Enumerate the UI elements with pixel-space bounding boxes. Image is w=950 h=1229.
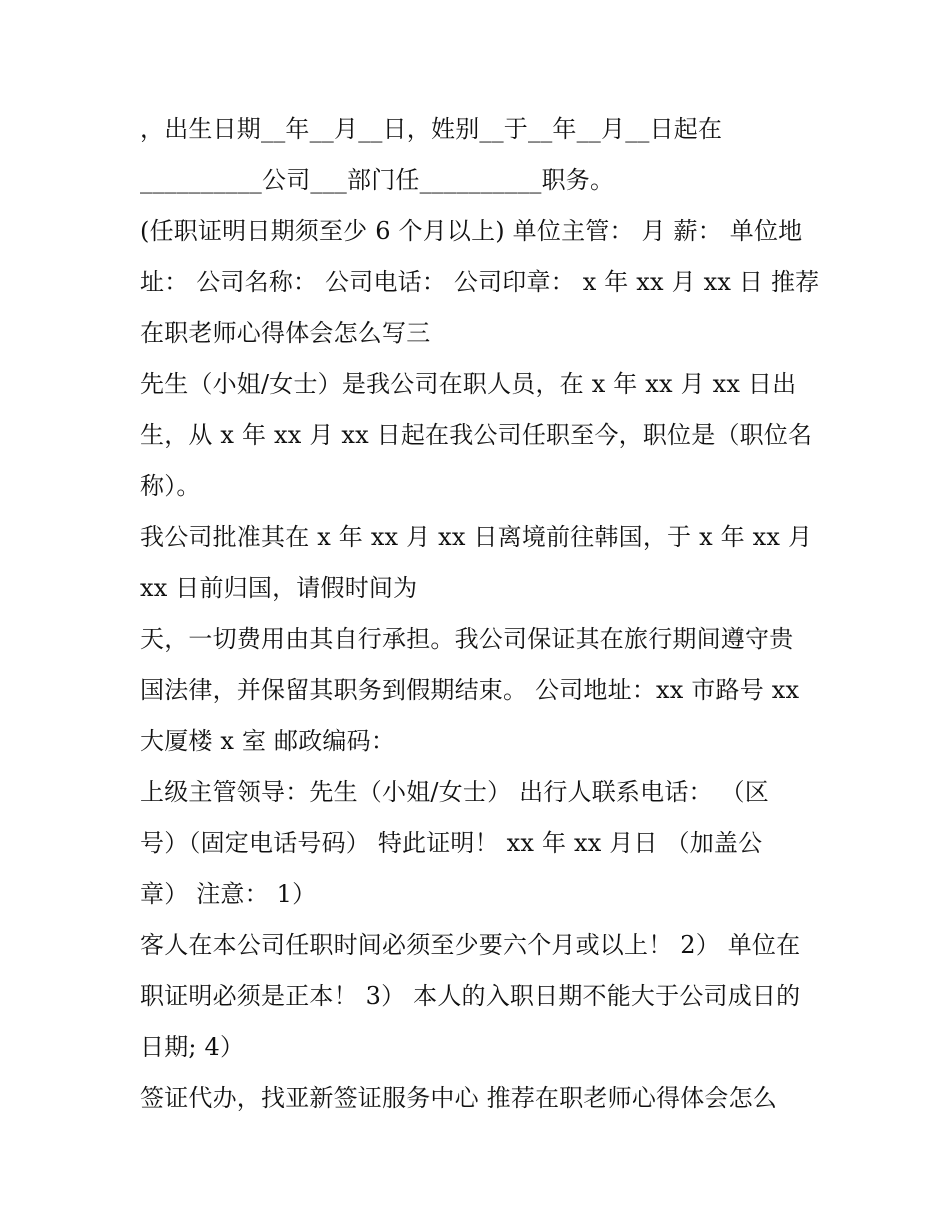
text-line: 大厦楼 x 室 邮政编码： [140,727,396,755]
text-line: 称）。 [140,472,201,500]
text-line: 我公司批准其在 x 年 xx 月 xx 日离境前往韩国，于 x 年 xx 月 [140,523,813,551]
text-line: xx 日前归国，请假时间为 [140,574,418,602]
text-line: __________公司___部门任__________职务。 [140,166,615,194]
text-line: ，出生日期__年__月__日，姓别__于__年__月__日起在 [140,115,723,143]
text-line: 址： 公司名称： 公司电话： 公司印章： x 年 xx 月 xx 日 推荐 [140,268,820,296]
text-line: (任职证明日期须至少 6 个月以上) 单位主管： 月 薪： 单位地 [140,217,803,245]
document-body [140,104,820,1124]
text-line: 上级主管领导：先生（小姐/女士） 出行人联系电话： （区 [140,778,769,806]
text-line: 生，从 x 年 xx 月 xx 日起在我公司任职至今，职位是（职位名 [140,421,813,449]
text-line: 职证明必须是正本！ 3） 本人的入职日期不能大于公司成日的 [140,982,801,1010]
text-line: 客人在本公司任职时间必须至少要六个月或以上！ 2） 单位在 [140,931,801,959]
text-line: 日期; 4） [140,1033,245,1061]
text-line: 先生（小姐/女士）是我公司在职人员，在 x 年 xx 月 xx 日出 [140,370,797,398]
text-line: 号）（固定电话号码） 特此证明！ xx 年 xx 月日 （加盖公 [140,829,763,857]
text-line: 签证代办，找亚新签证服务中心 推荐在职老师心得体会怎么 [140,1084,778,1112]
text-line: 国法律，并保留其职务到假期结束。 公司地址：xx 市路号 xx [140,676,800,704]
text-line: 天，一切费用由其自行承担。我公司保证其在旅行期间遵守贵 [140,625,794,653]
text-line: 章） 注意： 1） [140,880,317,908]
text-line: 在职老师心得体会怎么写三 [140,319,431,347]
